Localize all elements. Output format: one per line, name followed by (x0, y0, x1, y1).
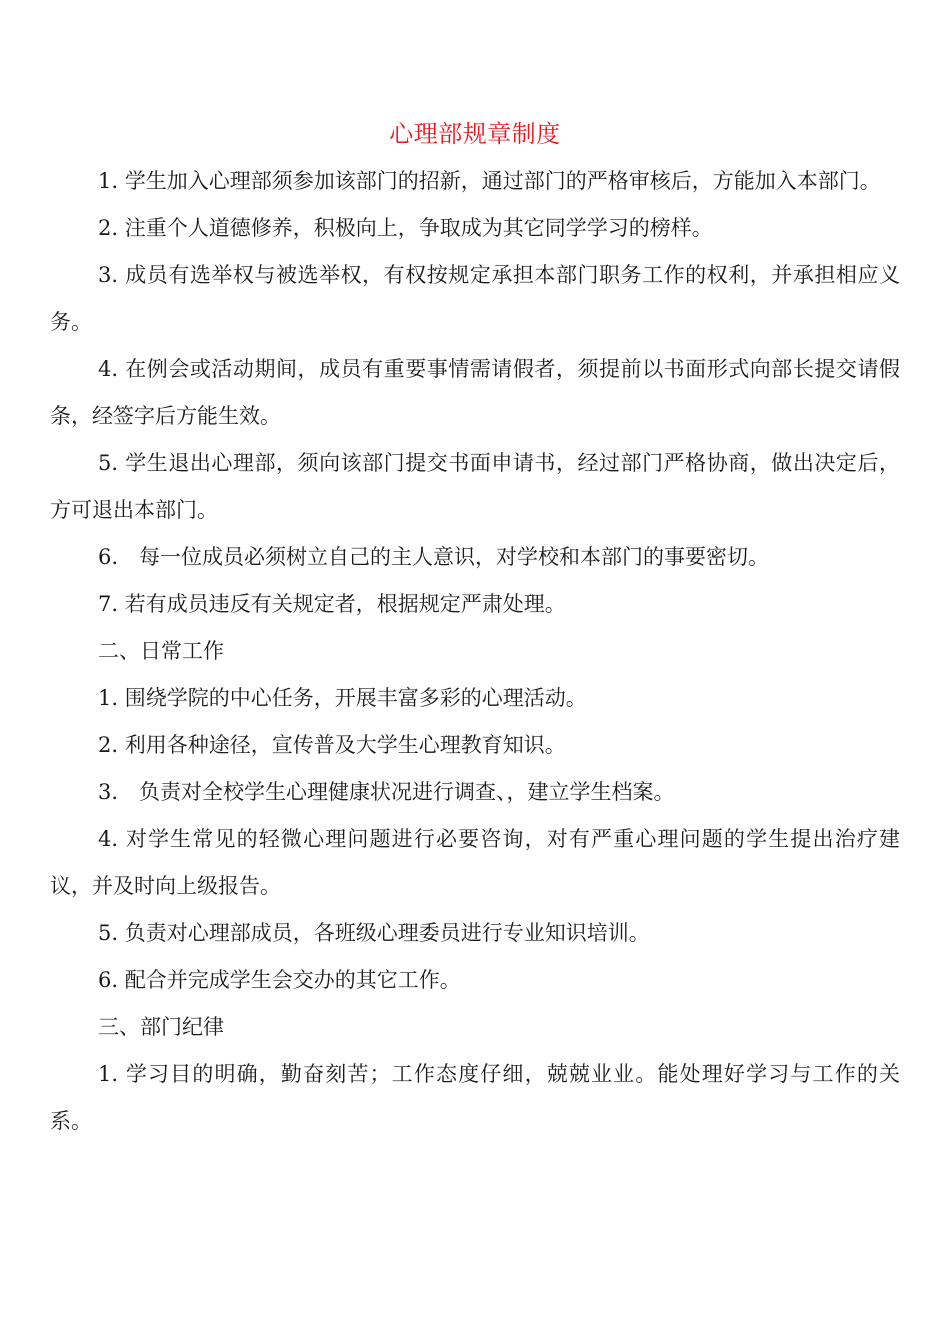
rule-paragraph-4: 4. 在例会或活动期间，成员有重要事情需请假者，须提前以书面形式向部长提交请假条，经签字后方能生效。 (50, 357, 900, 428)
discipline-paragraph-1: 1. 学习目的明确，勤奋刻苦；工作态度仔细，兢兢业业。能处理好学习与工作的关系。 (50, 1062, 900, 1133)
rule-paragraph-5: 5. 学生退出心理部，须向该部门提交书面申请书，经过部门严格协商，做出决定后，方可退出本部门。 (50, 451, 900, 522)
section-heading-discipline: 三、部门纪律 (98, 1015, 224, 1039)
document-body (50, 158, 900, 1145)
work-paragraph-4: 4. 对学生常见的轻微心理问题进行必要咨询，对有严重心理问题的学生提出治疗建议，并及时向上级报告。 (50, 827, 900, 898)
document-title: 心理部规章制度 (389, 120, 561, 148)
work-paragraph-3: 3. 负责对全校学生心理健康状况进行调查、，建立学生档案。 (98, 780, 675, 804)
rule-paragraph-7: 7. 若有成员违反有关规定者，根据规定严肃处理。 (98, 592, 566, 616)
rule-paragraph-1: 1. 学生加入心理部须参加该部门的招新，通过部门的严格审核后，方能加入本部门。 (98, 169, 881, 193)
work-paragraph-5: 5. 负责对心理部成员，各班级心理委员进行专业知识培训。 (98, 921, 650, 945)
rule-paragraph-3: 3. 成员有选举权与被选举权，有权按规定承担本部门职务工作的权利，并承担相应义务。 (50, 263, 900, 334)
work-paragraph-1: 1. 围绕学院的中心任务，开展丰富多彩的心理活动。 (98, 686, 587, 710)
work-paragraph-6: 6. 配合并完成学生会交办的其它工作。 (98, 968, 461, 992)
work-paragraph-2: 2. 利用各种途径，宣传普及大学生心理教育知识。 (98, 733, 566, 757)
rule-paragraph-6: 6. 每一位成员必须树立自己的主人意识，对学校和本部门的事要密切。 (98, 545, 770, 569)
rule-paragraph-2: 2. 注重个人道德修养，积极向上，争取成为其它同学学习的榜样。 (98, 216, 713, 240)
section-heading-daily-work: 二、日常工作 (98, 639, 224, 663)
